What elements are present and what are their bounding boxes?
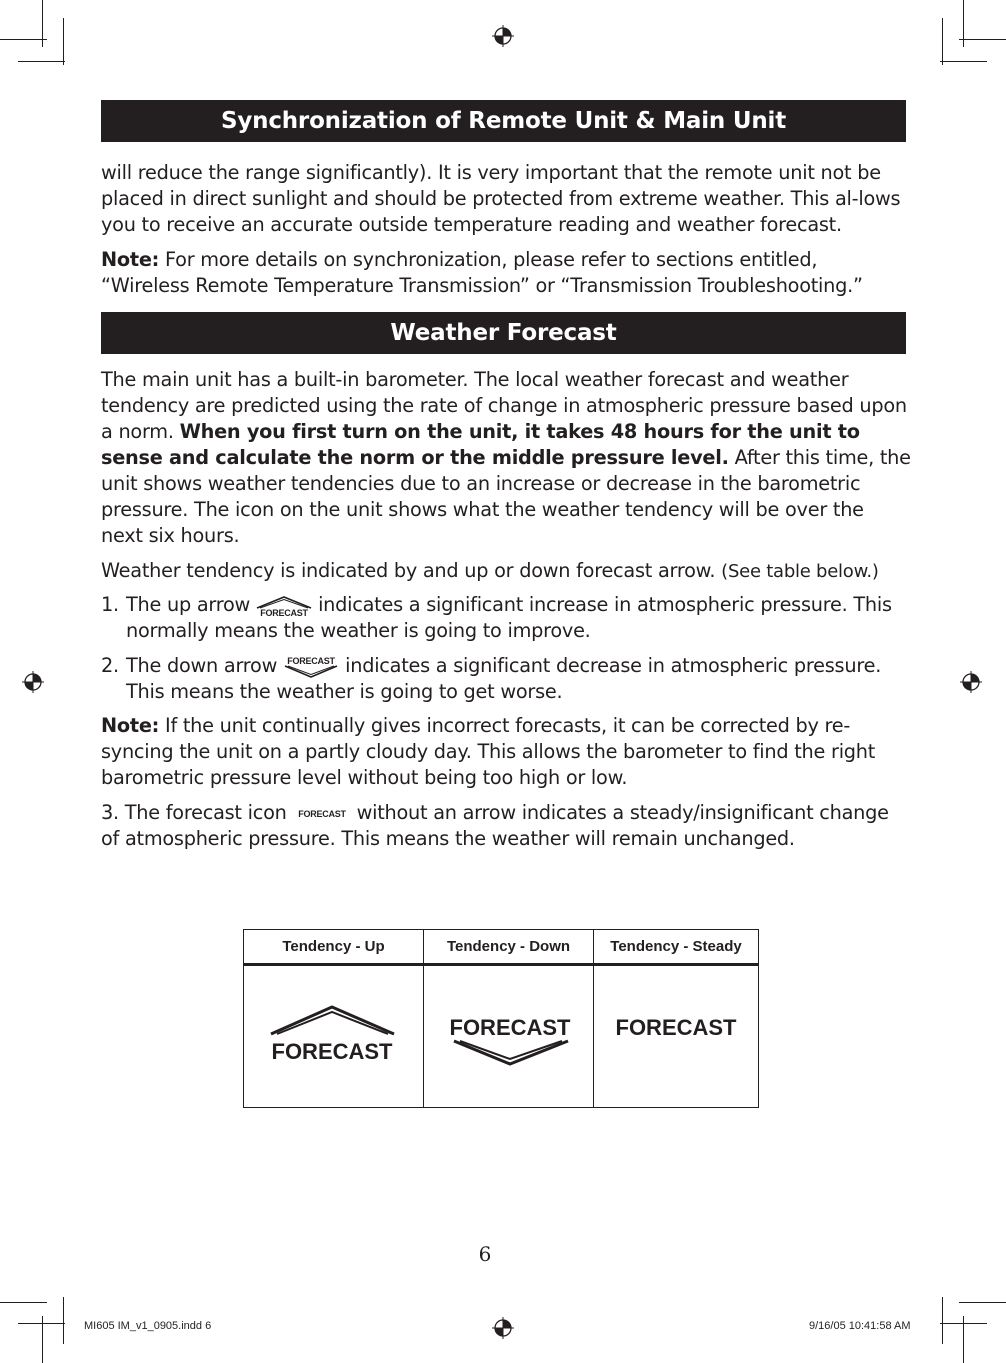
- crop-mark: [0, 39, 47, 40]
- page-number: 6: [478, 1242, 492, 1266]
- bold-text-span: When you first turn on the unit, it takes 48 hours for the unit to sense and calculate the norm or the middle pressure level.: [101, 420, 860, 469]
- forecast-label: FORECAST: [287, 655, 335, 666]
- forecast-paragraph-block: [101, 367, 911, 585]
- table-cell-down: [424, 965, 594, 1108]
- crop-mark: [63, 18, 64, 65]
- crop-mark: [940, 61, 987, 62]
- crop-mark: [942, 1297, 943, 1344]
- crop-mark: [18, 61, 65, 62]
- crop-mark: [959, 39, 1006, 40]
- crop-mark: [0, 1302, 47, 1303]
- text-span: The main unit has a built-in barometer. The local weather forecast and weather tendency are predicted using the rate of change in atmospheric pressure based upon a norm.: [101, 368, 907, 443]
- slug-file-name: MI605 IM_v1_0905.indd 6: [84, 1320, 212, 1332]
- crop-mark: [42, 0, 43, 47]
- text-span: Weather tendency is indicated by and up or down forecast arrow.: [101, 559, 722, 582]
- forecast-label: FORECAST: [449, 1015, 571, 1040]
- section-title-weather-forecast: Weather Forecast: [101, 312, 906, 354]
- note-text: If the unit continually gives incorrect forecasts, it can be corrected by re-syncing the unit on a partly cloudy day. This allows the barometer to find the right barometric pressure level without being too high or low.: [101, 714, 876, 789]
- registration-mark-icon: [492, 1317, 514, 1339]
- forecast-label: FORECAST: [297, 808, 346, 819]
- forecast-note: [101, 713, 911, 791]
- registration-mark-icon: [22, 671, 44, 693]
- table-cell-steady: [594, 965, 759, 1108]
- note-label: Note:: [101, 248, 160, 271]
- forecast-intro-paragraph: [101, 367, 911, 549]
- registration-mark-icon: [492, 25, 514, 47]
- forecast-label: FORECAST: [615, 1015, 737, 1040]
- note-text: For more details on synchronization, please refer to sections entitled, “Wireless Remote Temperature Transmission” or “Transmission Troubleshooting.”: [101, 248, 863, 297]
- forecast-steady-icon: [291, 807, 353, 821]
- forecast-steady-icon: [594, 966, 758, 1102]
- crop-mark: [940, 1323, 987, 1324]
- list-item-up-arrow: [101, 592, 911, 644]
- list-item-down-arrow: [101, 653, 911, 705]
- text-span: indicates a significant decrease in atmospheric pressure. This means the weather is going to get worse.: [126, 654, 882, 703]
- registration-mark-icon: [960, 671, 982, 693]
- table-header-down: Tendency - Down: [424, 930, 594, 965]
- list-number: 1.: [101, 593, 119, 616]
- tendency-table: [243, 929, 759, 1108]
- table-header-up: Tendency - Up: [244, 930, 424, 965]
- sync-paragraph: will reduce the range significantly). It is very important that the remote unit not be placed in direct sunlight and should be protected from extreme weather. This al-lows you to receive an accurate outside temperature reading and weather forecast.: [101, 161, 901, 236]
- note-label: Note:: [101, 714, 160, 737]
- crop-mark: [18, 1323, 65, 1324]
- crop-mark: [63, 1297, 64, 1344]
- text-span: without an arrow indicates a steady/insignificant change of atmospheric pressure. This means the weather will remain unchanged.: [101, 801, 889, 850]
- forecast-down-arrow-icon: [281, 655, 341, 679]
- sync-note: [101, 247, 911, 299]
- sync-paragraph-block: [101, 160, 911, 299]
- table-header-steady: Tendency - Steady: [594, 930, 759, 965]
- text-span: The up arrow: [126, 593, 251, 616]
- forecast-note-block: [101, 713, 911, 791]
- slug-timestamp: 9/16/05 10:41:58 AM: [809, 1320, 911, 1332]
- table-cell-up: [244, 965, 424, 1108]
- list-number: 2.: [101, 654, 119, 677]
- text-span: 3. The forecast icon: [101, 801, 287, 824]
- crop-mark: [942, 18, 943, 65]
- crop-mark: [959, 1302, 1006, 1303]
- forecast-up-arrow-icon: [244, 966, 423, 1102]
- forecast-up-arrow-icon: [254, 594, 314, 618]
- forecast-down-arrow-icon: [424, 966, 593, 1102]
- see-table-text: (See table below.): [721, 561, 879, 582]
- tendency-paragraph: [101, 558, 911, 585]
- list-item-steady: [101, 800, 911, 852]
- text-span: indicates a significant increase in atmospheric pressure. This normally means the weather is going to improve.: [126, 593, 892, 642]
- crop-mark: [963, 0, 964, 47]
- steady-paragraph: [101, 800, 911, 852]
- section-title-sync: Synchronization of Remote Unit & Main Unit: [101, 100, 906, 142]
- text-span: After this time, the unit shows weather tendencies due to an increase or decrease in the barometric pressure. The icon on the unit shows what the weather tendency will be over the next six hours.: [101, 446, 911, 547]
- text-span: The down arrow: [126, 654, 278, 677]
- forecast-label: FORECAST: [271, 1039, 393, 1064]
- forecast-label: FORECAST: [260, 607, 308, 618]
